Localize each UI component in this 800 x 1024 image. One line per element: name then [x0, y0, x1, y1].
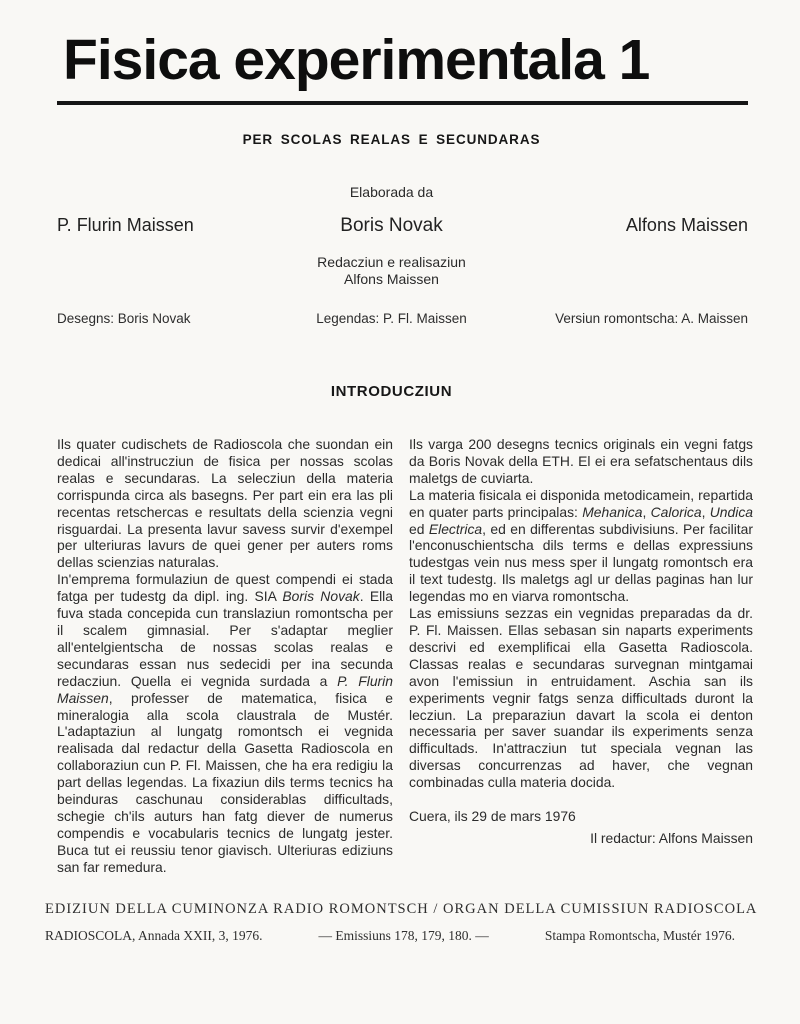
authors-row	[57, 215, 748, 237]
authors-section	[57, 184, 748, 326]
redaction-block	[46, 254, 737, 288]
credit-legends: Legendas: P. Fl. Maissen	[316, 311, 467, 326]
intro-left-column	[57, 436, 393, 876]
author-name-right: Alfons Maissen	[625, 215, 748, 235]
imprint-line2	[45, 928, 735, 944]
intro-paragraph: Ils varga 200 desegns tecnics originals ein vegni fatgs da Boris Novak della ETH. El ei era sefatschentaus dils maletgs de cuviarta.	[409, 436, 753, 486]
page-subtitle: PER SCOLAS REALAS E SECUNDARAS	[242, 132, 541, 147]
credits-row	[57, 311, 748, 326]
page-title: Fisica experimentala 1	[63, 28, 650, 92]
introduction-columns	[57, 436, 754, 876]
intro-paragraph: In'emprema formulaziun de quest compendi ei stada fatga per tudestg da dipl. ing. SIA Boris Novak. Ella fuva stada concepida cun translaziun romontscha per il scalem gimnasial. Per s'adaptar meglier all'entelgientscha de nossas scolas realas e secundaras essan nus sedecidi per ina secunda redacziun. Quella ei vegnida surdada a P. Flurin Maissen, professer de matematica, fisica e mineralogia alla scola claustrala de Mustér. L'adaptaziun al lungatg romontsch ei vegnida realisada dal redactur della Gasetta Radioscola en collaboraziun cun P. Fl. Maissen, che ha era redigiu la part dellas legendas. La fixaziun dils terms tecnics ha beinduras caschunau considerablas difficultads, schegie ch'ils auturs han fatg diever de numerus compendis e vocabularis tecnics de lungatg jester. Buca tut ei reussiu tenor giavisch. Ulteriuras ediziuns san far remedura.	[57, 571, 393, 875]
credit-designs: Desegns: Boris Novak	[57, 311, 191, 326]
author-name-left: P. Flurin Maissen	[57, 215, 194, 235]
title-rule	[57, 101, 748, 105]
imprint-printer: Stampa Romontscha, Mustér 1976.	[544, 928, 735, 943]
redaction-name: Alfons Maissen	[344, 271, 439, 287]
imprint-line1: EDIZIUN DELLA CUMINONZA RADIO ROMONTSCH / ORGAN DELLA CUMISSIUN RADIOSCOLA	[45, 901, 758, 917]
imprint-emissions: — Emissiuns 178, 179, 180. —	[318, 928, 489, 943]
page-content	[0, 28, 800, 876]
intro-paragraph: La materia fisicala ei disponida metodicamein, repartida en quater parts principalas: Mehanica, Calorica, Undica ed Electrica, ed en differentas subdivisiuns. Per facilitar l'enconuschientscha dils terms e dellas expressiuns tudestgas vein nus mess sper il lungatg romontsch era il text tudestg. Ils maletgs agl ur dellas paginas han lur legendas mo en viarva romontscha.	[409, 486, 754, 605]
signature: Il redactur: Alfons Maissen	[590, 829, 753, 846]
intro-paragraph: Ils quater cudischets de Radioscola che suondan ein dedicai all'instrucziun de fisica per nossas scolas realas e secundaras. La selecziun della materia corrispunda circa als basegns. Per part ein era las pli recentas retschercas e resultats della scienzia vegni risguardai. La presenta lavur savess survir d'exempel per ulteriuras lavurs de quei gener per auters roms dellas scienzias naturalas.	[57, 436, 393, 571]
dateline: Cuera, ils 29 de mars 1976	[409, 808, 576, 825]
intro-right-column	[409, 436, 753, 876]
redaction-label: Redacziun e realisaziun	[317, 254, 466, 270]
elaborated-by-label: Elaborada da	[349, 184, 434, 200]
introduction-heading: INTRODUCZIUN	[330, 383, 453, 400]
author-name-center: Boris Novak	[340, 215, 443, 236]
intro-paragraph: Las emissiuns sezzas ein vegnidas preparadas da dr. P. Fl. Maissen. Ellas sebasan sin naparts experiments descrivi ed exemplificai ella Gasetta Radioscola. Classas realas e secundaras survegnan mintgamai avon l'emissiun in entruidament. Aschia san ils experiments vegnir fatgs senza difficultads duront la lecziun. La preparaziun davart la scola ei denton necessaria per saver suandar ils experiments senza difficultads. In'attracziun tut speciala vegnan las diversas concurrenzas ad haver, che vegnan combinadas culla materia docida.	[409, 605, 753, 791]
imprint-footer	[45, 901, 758, 944]
credit-version: Versiun romontscha: A. Maissen	[555, 311, 748, 326]
imprint-issue: RADIOSCOLA, Annada XXII, 3, 1976.	[45, 928, 263, 943]
introduction-section	[57, 383, 754, 876]
